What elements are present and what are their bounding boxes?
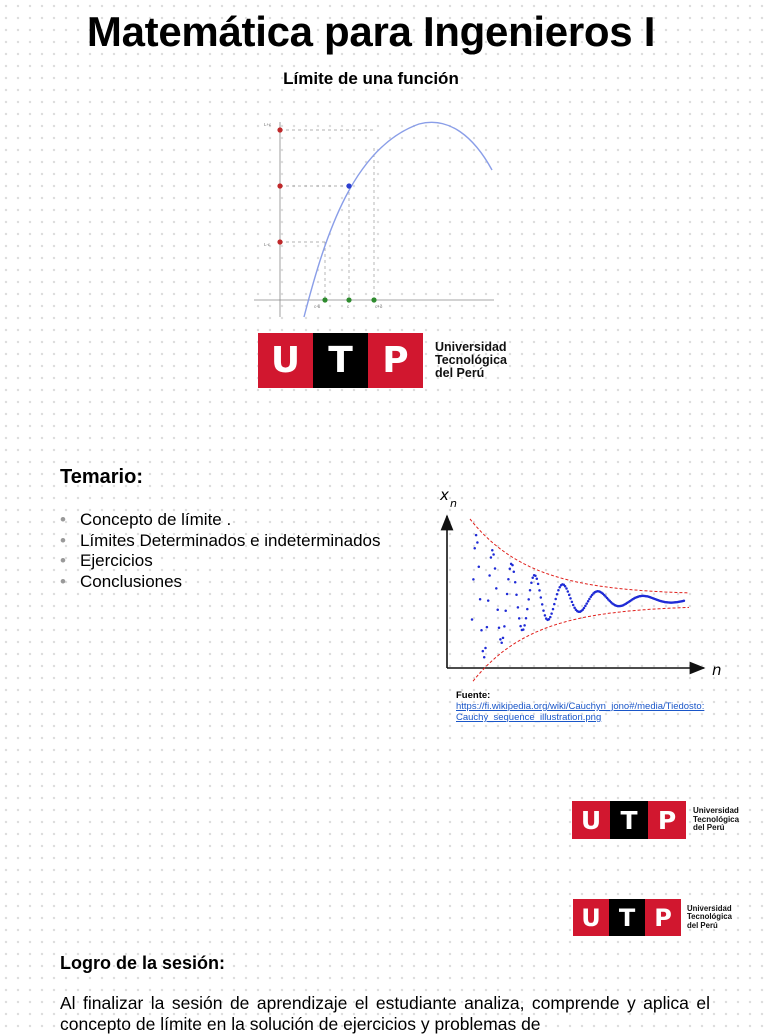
sequence-point — [518, 617, 521, 620]
figure-source — [456, 690, 704, 723]
point-c-plus-delta — [371, 297, 376, 302]
sequence-point — [488, 574, 491, 577]
sequence-point — [513, 570, 516, 573]
temario-item: • Conclusiones — [60, 572, 380, 593]
temario-item: • Ejercicios — [60, 551, 380, 572]
source-link-line1: https://fi.wikipedia.org/wiki/Cauchyn_jono#/media/Tiedosto: — [456, 701, 705, 712]
sequence-point — [544, 614, 547, 617]
sequence-point — [500, 642, 503, 645]
function-curve — [304, 122, 492, 317]
utp-logo-secondary — [572, 801, 739, 839]
logo-text — [687, 905, 732, 930]
sequence-point — [495, 587, 498, 590]
sequence-point — [587, 600, 590, 603]
sequence-point — [553, 603, 556, 606]
page-title: Matemática para Ingenieros I — [86, 8, 656, 55]
sequence-point — [494, 567, 497, 570]
logo-letter-u: U — [572, 801, 610, 839]
sequence-point — [511, 564, 514, 567]
y-label-lower: L-ε — [264, 242, 271, 247]
sequence-point — [526, 608, 529, 611]
sequence-point — [568, 594, 571, 597]
sequence-point — [507, 578, 510, 581]
sequence-point — [572, 604, 575, 607]
sequence-point — [529, 589, 532, 592]
point-limit — [277, 183, 282, 188]
temario-heading: Temario: — [60, 466, 143, 488]
sequence-point — [504, 609, 507, 612]
sequence-point — [482, 650, 485, 653]
sequence-point — [588, 598, 591, 601]
logo-text-line1: Universidad — [687, 904, 732, 914]
sequence-point — [486, 626, 489, 629]
logo-text-line2: Tecnológica — [693, 814, 740, 824]
logro-heading: Logro de la sesión: — [60, 953, 226, 973]
cauchy-sequence-figure — [432, 482, 732, 682]
sequence-point — [538, 589, 541, 592]
logo-text-line3: del Perú — [693, 823, 725, 833]
logo-text — [435, 341, 507, 380]
sequence-point — [584, 605, 587, 608]
sequence-point — [519, 625, 522, 628]
point-c-minus-delta — [322, 297, 327, 302]
source-link[interactable] — [456, 701, 704, 723]
logo-letter-p: P — [648, 801, 686, 839]
sequence-point — [573, 606, 576, 609]
sequence-point — [550, 612, 553, 615]
logo-letter-t: T — [610, 801, 648, 839]
temario-item: • Concepto de límite . — [60, 510, 380, 531]
limit-function-graph — [254, 112, 494, 322]
sequence-point — [683, 600, 686, 603]
sequence-point — [527, 598, 530, 601]
sequence-point — [472, 578, 475, 581]
logo-letter-t: T — [609, 899, 645, 936]
y-axis-subscript: n — [450, 497, 457, 510]
sequence-point — [487, 599, 490, 602]
sequence-point — [473, 547, 476, 550]
y-axis-label: x — [440, 486, 449, 504]
sequence-point — [471, 618, 474, 621]
logo-text-line2: Tecnológica — [687, 912, 732, 922]
temario-list — [60, 510, 380, 592]
sequence-point — [490, 556, 493, 559]
lower-envelope — [470, 607, 689, 682]
page-subtitle: Límite de una función — [283, 69, 459, 88]
x-axis-label: n — [712, 661, 722, 679]
logo-text — [693, 807, 739, 832]
sequence-point — [548, 618, 551, 621]
sequence-point — [496, 608, 499, 611]
y-label-upper: L+ε — [264, 122, 272, 127]
upper-envelope — [470, 519, 689, 593]
source-link-line2: Cauchy_sequence_illustration.png — [456, 712, 602, 723]
sequence-point — [571, 601, 574, 604]
logo-letter-u: U — [258, 333, 313, 388]
point-c — [346, 297, 351, 302]
x-label-c-plus-delta: c+δ — [375, 304, 383, 309]
sequence-point — [478, 565, 481, 568]
sequence-point — [542, 609, 545, 612]
logo-letter-t: T — [313, 333, 368, 388]
sequence-point — [498, 627, 501, 630]
sequence-point — [554, 598, 557, 601]
sequence-point — [492, 553, 495, 556]
sequence-point — [502, 637, 505, 640]
point-upper-limit — [277, 127, 282, 132]
sequence-point — [564, 585, 567, 588]
sequence-point — [480, 629, 483, 632]
sequence-point — [515, 594, 518, 597]
sequence-point — [583, 607, 586, 610]
sequence-point — [476, 541, 479, 544]
sequence-point — [475, 534, 478, 537]
sequence-point — [531, 576, 534, 579]
logo-text-line3: del Perú — [687, 920, 718, 930]
sequence-point — [514, 581, 517, 584]
logro-text: Al finalizar la sesión de aprendizaje el estudiante analiza, comprende y aplica el concepto de límite en la solución de ejercicios y problemas de — [60, 993, 710, 1034]
sequence-point — [517, 606, 520, 609]
point-lower-limit — [277, 239, 282, 244]
sequence-point — [537, 583, 540, 586]
utp-logo-main — [258, 333, 507, 388]
sequence-point — [506, 593, 509, 596]
sequence-point — [503, 625, 506, 628]
sequence-point — [585, 602, 588, 605]
logo-text-line1: Universidad — [693, 806, 739, 816]
sequence-point — [525, 617, 528, 620]
sequence-point — [491, 549, 494, 552]
sequence-point — [567, 590, 570, 593]
logo-letter-u: U — [573, 899, 609, 936]
sequence-point — [552, 608, 555, 611]
utp-logo-tertiary — [573, 899, 732, 936]
sequence-point — [557, 589, 560, 592]
logo-text-line1: Universidad — [435, 339, 507, 354]
temario-item: • Límites Determinados e indeterminados — [60, 531, 380, 552]
source-label: Fuente: — [456, 690, 491, 701]
sequence-point — [569, 597, 572, 600]
logo-text-line2: Tecnológica — [435, 352, 508, 367]
logo-letter-p: P — [368, 333, 423, 388]
sequence-point — [549, 616, 552, 619]
sequence-point — [541, 603, 544, 606]
x-label-c-minus-delta: c-δ — [314, 304, 321, 309]
sequence-points — [471, 534, 685, 659]
sequence-point — [499, 638, 502, 641]
sequence-point — [483, 656, 486, 659]
sequence-point — [530, 582, 533, 585]
sequence-point — [479, 598, 482, 601]
sequence-point — [565, 587, 568, 590]
sequence-point — [556, 593, 559, 596]
logo-letter-p: P — [645, 899, 681, 936]
sequence-point — [540, 596, 543, 599]
sequence-point — [484, 647, 487, 650]
sequence-point — [509, 568, 512, 571]
sequence-point — [522, 628, 525, 631]
sequence-point — [534, 575, 537, 578]
x-label-c: c — [347, 304, 350, 309]
logo-text-line3: del Perú — [435, 366, 485, 381]
sequence-point — [523, 624, 526, 627]
point-on-curve — [346, 183, 351, 188]
sequence-point — [536, 578, 539, 581]
